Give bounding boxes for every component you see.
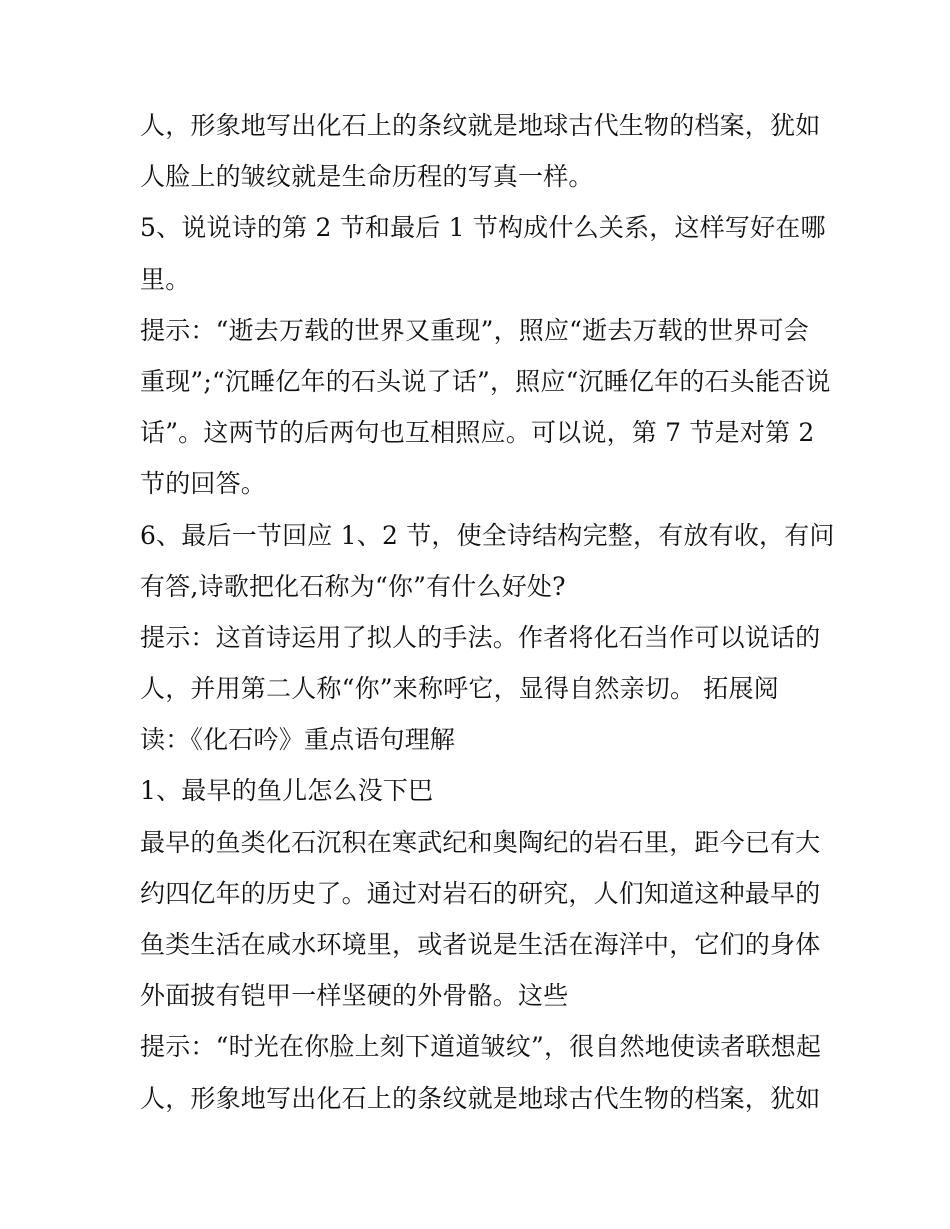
hint-line: 提示：这首诗运用了拟人的手法。作者将化石当作可以说话的: [140, 622, 821, 652]
text-line: 外面披有铠甲一样坚硬的外骨骼。这些: [140, 981, 569, 1011]
text-line: 人脸上的皱纹就是生命历程的写真一样。: [140, 162, 594, 192]
hint-line: 提示：“时光在你脸上刻下道道皱纹”，很自然地使读者联想起: [140, 1032, 822, 1062]
hint-line: 提示：“逝去万载的世界又重现”，照应“逝去万载的世界可会: [140, 315, 809, 345]
text-line: 话”。这两节的后两句也互相照应。可以说，第 7 节是对第 2: [140, 418, 815, 448]
text-line: 约四亿年的历史了。通过对岩石的研究，人们知道这种最早的: [140, 878, 821, 908]
text-line: 重现”;“沉睡亿年的石头说了话”，照应“沉睡亿年的石头能否说: [140, 366, 831, 396]
text-line: 人，形象地写出化石上的条纹就是地球古代生物的档案，犹如: [140, 1083, 821, 1113]
subsection-heading: 1、最早的鱼儿怎么没下巴: [140, 776, 434, 806]
document-body: [140, 100, 835, 1124]
text-line: 人，形象地写出化石上的条纹就是地球古代生物的档案，犹如: [140, 111, 821, 140]
text-line: 有答,诗歌把化石称为“你”有什么好处?: [140, 571, 566, 601]
question-heading: 6、最后一节回应 1、2 节，使全诗结构完整，有放有收，有问: [140, 520, 835, 550]
text-line: 鱼类生活在咸水环境里，或者说是生活在海洋中，它们的身体: [140, 930, 821, 959]
section-heading: 读：《化石吟》重点语句理解: [140, 725, 456, 755]
question-heading: 5、说说诗的第 2 节和最后 1 节构成什么关系，这样写好在哪: [140, 213, 826, 243]
text-line: 节的回答。: [140, 469, 267, 499]
text-line: 人，并用第二人称“你”来称呼它，显得自然亲切。 拓展阅: [140, 674, 779, 704]
text-line: 最早的鱼类化石沉积在寒武纪和奥陶纪的岩石里，距今已有大: [140, 827, 821, 857]
text-line: 里。: [140, 264, 191, 294]
